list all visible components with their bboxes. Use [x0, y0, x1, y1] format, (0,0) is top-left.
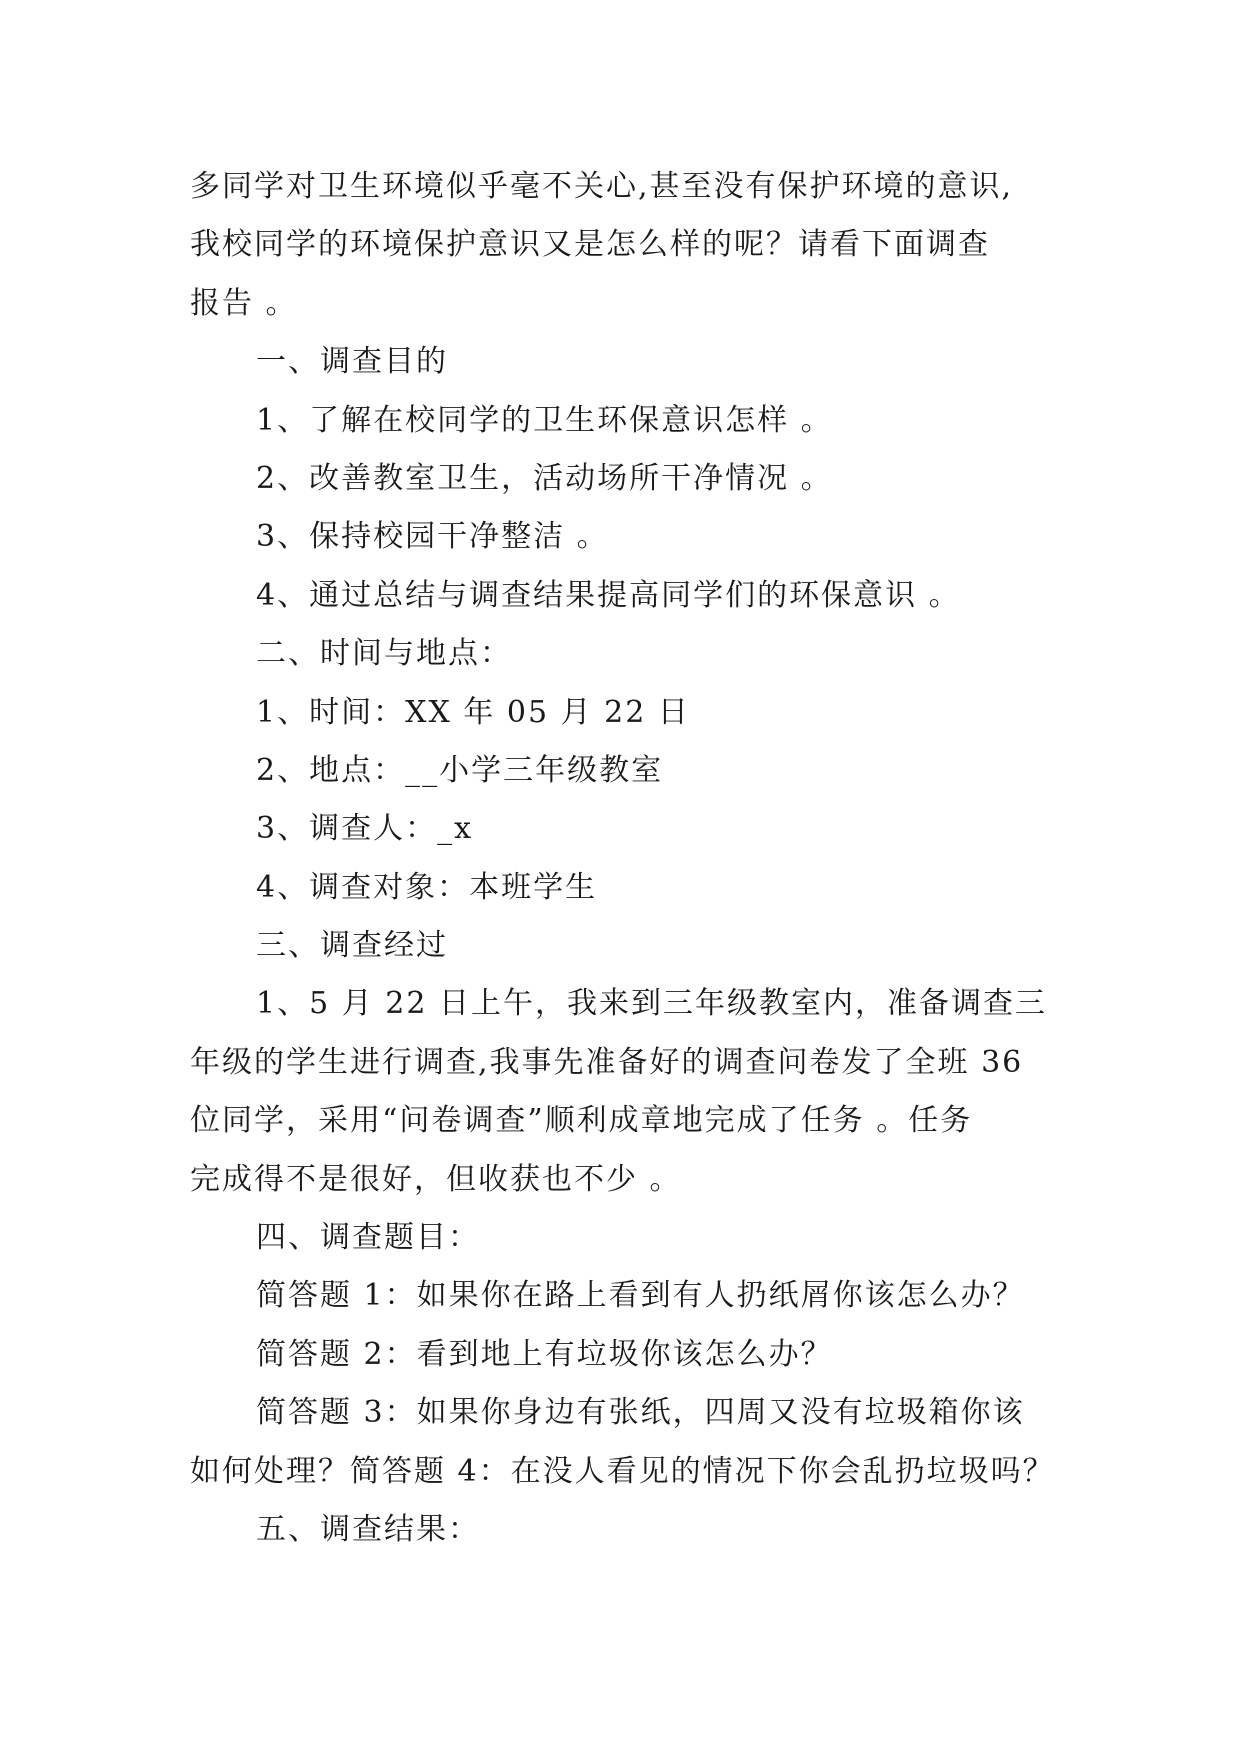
list-item: 3、调查人：_x: [256, 811, 474, 847]
question-item: 简答题 2：看到地上有垃圾你该怎么办？: [256, 1336, 833, 1372]
section-heading-results: 五、调查结果：: [256, 1511, 480, 1547]
list-item: 4、调查对象：本班学生: [256, 869, 598, 905]
paragraph-line: 位同学，采用“问卷调查”顺利成章地完成了任务 。任务: [190, 1103, 973, 1139]
list-item: 1、了解在校同学的卫生环保意识怎样 。: [256, 402, 833, 438]
list-item: 4、通过总结与调查结果提高同学们的环保意识 。: [256, 577, 961, 613]
section-heading-process: 三、调查经过: [256, 928, 448, 964]
question-item: 简答题 3：如果你身边有张纸，四周又没有垃圾箱你该: [256, 1395, 1025, 1431]
paragraph-line: 1、5 月 22 日上午，我来到三年级教室内，准备调查三: [256, 986, 1047, 1022]
paragraph-line: 年级的学生进行调查,我事先准备好的调查问卷发了全班 36: [190, 1044, 1024, 1080]
section-heading-questions: 四、调查题目：: [256, 1220, 480, 1256]
question-item: 如何处理？简答题 4：在没人看见的情况下你会乱扔垃圾吗？: [190, 1453, 1055, 1489]
list-item: 1、时间：XX 年 05 月 22 日: [256, 694, 690, 730]
list-item: 2、地点：__小学三年级教室: [256, 752, 664, 788]
text-line: 我校同学的环境保护意识又是怎么样的呢？请看下面调查: [190, 227, 990, 263]
text-line: 报告 。: [190, 285, 298, 321]
section-heading-time-place: 二、时间与地点：: [256, 636, 512, 672]
text-line: 多同学对卫生环境似乎毫不关心,甚至没有保护环境的意识,: [190, 169, 1014, 204]
list-item: 2、改善教室卫生，活动场所干净情况 。: [256, 460, 833, 496]
paragraph-line: 完成得不是很好，但收获也不少 。: [190, 1161, 682, 1197]
list-item: 3、保持校园干净整洁 。: [256, 519, 609, 555]
document-body: [190, 158, 1070, 1559]
question-item: 简答题 1：如果你在路上看到有人扔纸屑你该怎么办？: [256, 1278, 1025, 1314]
section-heading-purpose: 一、调查目的: [256, 344, 448, 380]
